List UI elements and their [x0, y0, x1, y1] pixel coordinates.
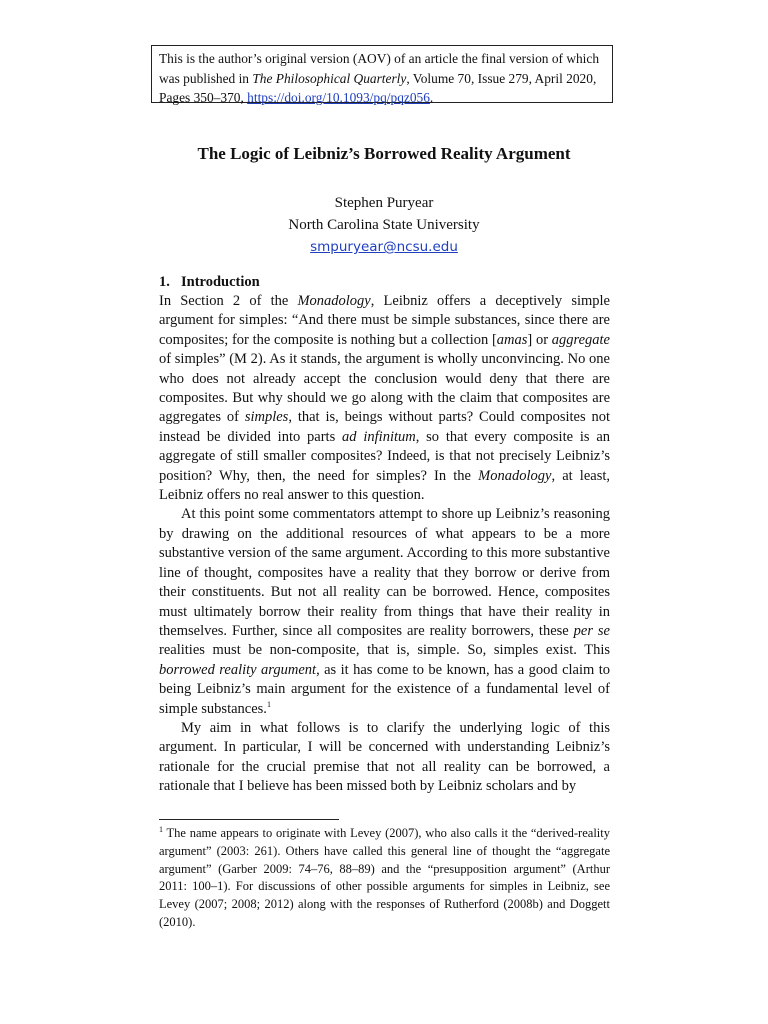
author-block	[0, 192, 768, 258]
paragraph-1	[159, 292, 610, 505]
paragraph-2	[159, 505, 610, 718]
text-run: , Leibniz offers a deceptively simple argument for simples: “And there must be simple substances, since there are composites; for the composite is nothing but a collection [	[159, 293, 610, 348]
text-run: realities must be non-composite, that is, simple. So, simples exist. This	[159, 642, 610, 659]
italic-run: aggregate	[551, 331, 610, 348]
italic-run: simples	[244, 409, 289, 426]
aov-notice-period: .	[429, 90, 434, 105]
body-text	[159, 292, 610, 797]
italic-run: per se	[573, 622, 610, 639]
text-run: , as it has come to be known, has a good claim to being Leibniz’s main argument for the existence of a fundamental level of simple substances.	[159, 661, 610, 717]
doi-link[interactable]: https://doi.org/10.1093/pq/pqz056	[247, 90, 430, 105]
footnote-marker: 1	[159, 824, 163, 834]
italic-run: borrowed reality argument	[159, 661, 317, 678]
text-run: ] or	[527, 331, 552, 348]
text-run: , so that every composite is an aggregate of still smaller composites? Indeed, is that not precisely Leibniz’s position? Why, then, the need for simples? In the	[159, 428, 611, 484]
article-title: The Logic of Leibniz’s Borrowed Reality Argument	[197, 144, 571, 163]
aov-notice-box	[151, 45, 613, 103]
text-run: , that is, beings without parts? Could composites not instead be divided into parts	[159, 409, 610, 445]
section-title: Introduction	[181, 274, 260, 290]
author-name: Stephen Puryear	[334, 195, 434, 211]
section-number: 1.	[159, 274, 170, 290]
italic-run: ad infinitum	[342, 428, 416, 445]
italic-run: Monadology	[478, 467, 552, 484]
text-run: In Section 2 of the	[159, 293, 298, 309]
italic-run: amas	[496, 331, 528, 348]
author-affiliation: North Carolina State University	[288, 217, 480, 233]
footnote-divider	[159, 819, 339, 820]
author-email-link[interactable]: smpuryear@ncsu.edu	[310, 239, 458, 255]
footnote-text: The name appears to originate with Levey (2007), who also calls it the “derived-reality argument” (2003: 261). Others have called this general line of thought the “aggregate argument” (Garber 2009: 74–76, 88–89) and the “presupposition argument” (Arthur 2011: 100–1). For discussions of other possible arguments for simples in Leibniz, see Levey (2007; 2008; 2012) along with the responses of Rutherford (2008b) and Doggett (2010).	[159, 826, 610, 929]
footnote-1	[159, 825, 610, 932]
journal-name: The Philosophical Quarterly	[252, 70, 407, 86]
text-run: At this point some commentators attempt to shore up Leibniz’s reasoning by drawing on the additional resources of what appears to be a more substantive version of the same argument. According to this more substantive line of thought, composites have a reality that they borrow or derive from their constituents. But not all reality can be borrowed. Hence, composites must ultimately borrow their reality from things that have their reality in themselves. Further, since all composites are reality borrowers, these	[159, 506, 610, 639]
paragraph-3: My aim in what follows is to clarify the underlying logic of this argument. In particular, I will be concerned with understanding Leibniz’s rationale for the crucial premise that not all reality can be borrowed, a rationale that I believe has been missed both by Leibniz scholars and by	[159, 719, 610, 795]
italic-run: Monadology	[297, 293, 371, 309]
footnote-ref[interactable]: 1	[266, 699, 271, 709]
aov-notice-text: This is the author’s original version (AOV) of an article the final version of which was published in	[159, 51, 600, 86]
text-run: of simples” (M 2). As it stands, the argument is wholly unconvincing. No one who does not already accept the conclusion would deny that there are composites. But why should we go along with the claim that composites are aggregates of	[159, 351, 610, 426]
aov-notice-details: , Volume 70, Issue 279, April 2020, Pages 350–370,	[159, 70, 597, 105]
section-heading	[159, 274, 260, 291]
text-run: , at least, Leibniz offers no real answer to this question.	[159, 467, 610, 504]
